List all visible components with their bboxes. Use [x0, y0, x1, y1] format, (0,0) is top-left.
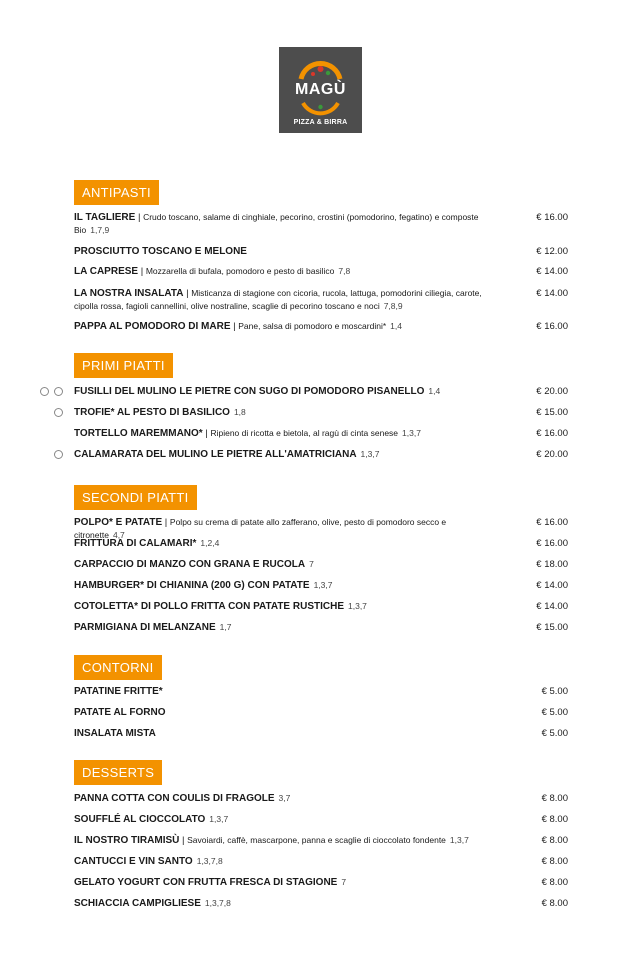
item-allergens: 1,3,7 — [313, 580, 333, 590]
item-price: € 14.00 — [536, 580, 568, 591]
menu-item: LA NOSTRA INSALATA | Misticanza di stagione con cicoria, rucola, lattuga, pomodorini ciliegia, carote, cipolla rossa, fagioli cannellini, olive nostraline, scaglie di pecorino toscano e noci 7,8,9 € 14.00 — [74, 288, 568, 311]
menu-item — [74, 245, 568, 258]
menu-item — [74, 876, 568, 889]
menu-item: IL NOSTRO TIRAMISÙ | Savoiardi, caffè, mascarpone, panna e scaglie di cioccolato fondente 1,3,7 € 8.00 — [74, 835, 568, 846]
menu-item: LA CAPRESE | Mozzarella di bufala, pomodoro e pesto di basilico 7,8 € 14.00 — [74, 266, 568, 277]
item-price: € 5.00 — [541, 707, 568, 718]
item-name: SOUFFLÉ AL CIOCCOLATO — [74, 814, 206, 825]
item-price: € 5.00 — [541, 686, 568, 697]
item-name: TORTELLO MAREMMANO* — [74, 428, 203, 439]
item-description: Mozzarella di bufala, pomodoro e pesto di basilico — [145, 266, 335, 276]
item-price: € 12.00 — [536, 246, 568, 257]
item-price: € 8.00 — [541, 856, 568, 867]
item-allergens: 1,3,7 — [348, 601, 367, 611]
item-allergens: 1,3,7,8 — [204, 898, 231, 908]
gluten-free-icon — [54, 450, 63, 459]
item-allergens: 7,8,9 — [383, 301, 403, 311]
logo-subtitle: PIZZA & BIRRA — [293, 119, 348, 126]
item-name: CALAMARATA DEL MULINO LE PIETRE ALL'AMATRICIANA — [74, 449, 357, 460]
menu-item — [74, 706, 568, 719]
item-allergens: 7 — [309, 559, 314, 569]
menu-item — [74, 813, 568, 826]
logo-name: MAGÙ — [295, 81, 346, 98]
menu-item: IL TAGLIERE | Crudo toscano, salame di cinghiale, pecorino, crostini (pomodorino, fegatino) e composte Bio 1,7,9 € 16.00 — [74, 212, 568, 235]
menu-item — [74, 621, 568, 634]
section-header-secondi: SECONDI PIATTI — [74, 485, 197, 510]
item-name: FRITTURA DI CALAMARI* — [74, 538, 197, 549]
item-price: € 8.00 — [541, 898, 568, 909]
item-allergens: 1,7 — [219, 622, 232, 632]
section-header-desserts: DESSERTS — [74, 760, 162, 785]
item-name: PROSCIUTTO TOSCANO E MELONE — [74, 246, 247, 257]
item-price: € 5.00 — [541, 728, 568, 739]
item-allergens: 1,3,7 — [402, 428, 421, 438]
item-price: € 15.00 — [536, 407, 568, 418]
item-price: € 8.00 — [541, 835, 568, 846]
item-name: FUSILLI DEL MULINO LE PIETRE CON SUGO DI POMODORO PISANELLO — [74, 386, 425, 397]
item-description: Pane, salsa di pomodoro e moscardini* — [238, 321, 387, 331]
menu-item: POLPO* E PATATE | Polpo su crema di patate allo zafferano, olive, pesto di pomodoro secco e citronette 4,7 € 16.00 — [74, 517, 568, 540]
item-price: € 14.00 — [536, 266, 568, 277]
menu-item — [74, 727, 568, 740]
item-allergens: 7,8 — [338, 266, 351, 276]
item-name: GELATO YOGURT CON FRUTTA FRESCA DI STAGIONE — [74, 877, 338, 888]
item-name: POLPO* E PATATE — [74, 517, 163, 528]
item-name: PATATINE FRITTE* — [74, 686, 163, 697]
item-price: € 14.00 — [536, 601, 568, 612]
item-price: € 16.00 — [536, 538, 568, 549]
item-name: PARMIGIANA DI MELANZANE — [74, 622, 216, 633]
gluten-free-icon — [40, 387, 49, 396]
item-description: Savoiardi, caffè, mascarpone, panna e scaglie di cioccolato fondente — [187, 835, 446, 845]
item-allergens: 1,3,7 — [449, 835, 469, 845]
item-price: € 16.00 — [536, 321, 568, 332]
item-name: PAPPA AL POMODORO DI MARE — [74, 321, 231, 332]
item-name: CARPACCIO DI MANZO CON GRANA E RUCOLA — [74, 559, 306, 570]
menu-item — [74, 385, 568, 398]
menu-item — [74, 537, 568, 550]
item-name: INSALATA MISTA — [74, 728, 156, 739]
item-allergens: 1,4 — [428, 386, 441, 396]
vegetarian-leaf-icon — [54, 387, 63, 396]
item-price: € 20.00 — [536, 386, 568, 397]
menu-item — [74, 897, 568, 910]
vegetarian-leaf-icon — [54, 408, 63, 417]
section-header-antipasti: ANTIPASTI — [74, 180, 159, 205]
menu-item: PAPPA AL POMODORO DI MARE | Pane, salsa di pomodoro e moscardini* 1,4 € 16.00 — [74, 321, 568, 332]
item-name: LA CAPRESE — [74, 266, 139, 277]
item-price: € 18.00 — [536, 559, 568, 570]
item-name: IL NOSTRO TIRAMISÙ — [74, 835, 180, 846]
item-name: HAMBURGER* DI CHIANINA (200 G) CON PATATE — [74, 580, 310, 591]
item-price: € 16.00 — [536, 517, 568, 528]
item-allergens: 1,3,7 — [360, 449, 380, 459]
item-name: IL TAGLIERE — [74, 212, 136, 223]
item-name: CANTUCCI E VIN SANTO — [74, 856, 193, 867]
item-allergens: 1,2,4 — [200, 538, 220, 548]
section-header-contorni: CONTORNI — [74, 655, 162, 680]
item-allergens: 1,3,7 — [209, 814, 229, 824]
section-header-primi: PRIMI PIATTI — [74, 353, 173, 378]
item-allergens: 1,3,7,8 — [196, 856, 223, 866]
item-price: € 8.00 — [541, 814, 568, 825]
menu-item — [74, 855, 568, 868]
item-name: TROFIE* AL PESTO DI BASILICO — [74, 407, 230, 418]
item-description: Crudo toscano, salame di cinghiale, pecorino, crostini (pomodorino, fegatino) e composte Bio — [74, 212, 479, 235]
item-description: Polpo su crema di patate allo zafferano, olive, pesto di pomodoro secco e citronette — [74, 517, 447, 540]
item-price: € 8.00 — [541, 793, 568, 804]
item-price: € 20.00 — [536, 449, 568, 460]
item-allergens: 7 — [341, 877, 347, 887]
item-name: COTOLETTA* DI POLLO FRITTA CON PATATE RUSTICHE — [74, 601, 344, 612]
item-allergens: 1,4 — [390, 321, 402, 331]
item-allergens: 4,7 — [112, 530, 125, 540]
item-price: € 8.00 — [541, 877, 568, 888]
item-price: € 14.00 — [536, 288, 568, 299]
item-name: PATATE AL FORNO — [74, 707, 166, 718]
menu-item — [74, 448, 568, 461]
item-allergens: 1,8 — [233, 407, 246, 417]
item-price: € 15.00 — [536, 622, 568, 633]
item-name: LA NOSTRA INSALATA — [74, 288, 184, 299]
item-price: € 16.00 — [536, 212, 568, 223]
item-name: SCHIACCIA CAMPIGLIESE — [74, 898, 201, 909]
menu-item: TORTELLO MAREMMANO* | Ripieno di ricotta e bietola, al ragù di cinta senese 1,3,7 € 16.00 — [74, 428, 568, 439]
menu-item — [74, 600, 568, 613]
item-description: Ripieno di ricotta e bietola, al ragù di cinta senese — [210, 428, 399, 438]
item-description: Misticanza di stagione con cicoria, rucola, lattuga, pomodorini ciliegia, carote, cipolla rossa, fagioli cannellini, olive nostraline, scaglie di pecorino toscano e noci — [74, 288, 482, 311]
item-name: PANNA COTTA CON COULIS DI FRAGOLE — [74, 793, 275, 804]
item-price: € 16.00 — [536, 428, 568, 439]
menu-item — [74, 685, 568, 698]
menu-item — [74, 579, 568, 592]
menu-item — [74, 792, 568, 805]
item-allergens: 1,7,9 — [90, 225, 110, 235]
menu-item — [74, 406, 568, 419]
menu-item — [74, 558, 568, 571]
item-allergens: 3,7 — [278, 793, 291, 803]
restaurant-logo — [279, 47, 362, 133]
